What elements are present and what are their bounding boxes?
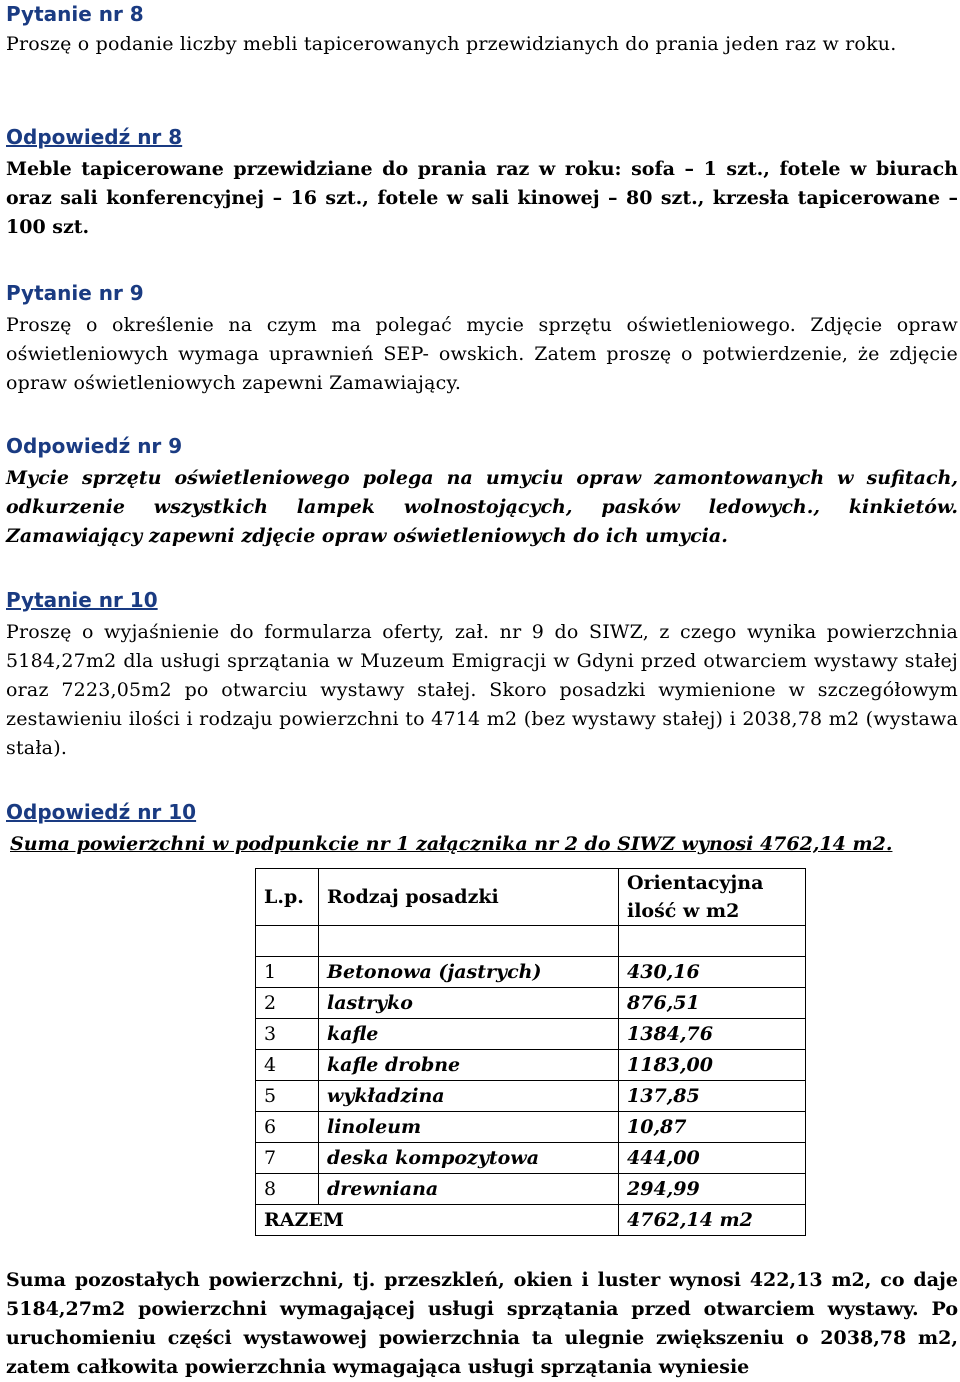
row-qty: 1384,76 (619, 1019, 806, 1050)
table-row (256, 1050, 806, 1081)
table-header-row (256, 869, 806, 926)
row-lp: 5 (256, 1081, 319, 1112)
row-type: deska kompozytowa (319, 1143, 619, 1174)
header-type: Rodzaj posadzki (319, 869, 619, 926)
row-qty: 10,87 (619, 1112, 806, 1143)
row-qty: 294,99 (619, 1174, 806, 1205)
total-value: 4762,14 m2 (619, 1205, 806, 1236)
row-lp: 3 (256, 1019, 319, 1050)
answer-10-footer-text: Suma pozostałych powierzchni, tj. przeszkleń, okien i luster wynosi 422,13 m2, co daje 5184,27m2 powierzchni wymagającej usługi sprzątania przed otwarciem wystawy. Po uruchomieniu części wystawowej powierzchnia ta ulegnie zwiększeniu o 2038,78 m2, zatem całkowita powierzchnia wymagająca usługi sprzątania wyniesie (6, 1269, 958, 1378)
table-row (256, 1081, 806, 1112)
answer-8-text: Meble tapicerowane przewidziane do prania raz w roku: sofa – 1 szt., fotele w biurach oraz sali konferencyjnej – 16 szt., fotele w sali kinowej – 80 szt., krzesła tapicerowane – 100 szt. (6, 158, 958, 238)
answer-10-heading (6, 798, 958, 826)
total-label: RAZEM (256, 1205, 619, 1236)
row-lp: 4 (256, 1050, 319, 1081)
header-lp: L.p. (256, 869, 319, 926)
row-qty: 137,85 (619, 1081, 806, 1112)
row-qty: 1183,00 (619, 1050, 806, 1081)
question-8-text: Proszę o podanie liczby mebli tapicerowanych przewidzianych do prania jeden raz w roku. (6, 33, 897, 55)
header-qty: Orientacyjna ilość w m2 (619, 869, 806, 926)
table-row (256, 1112, 806, 1143)
row-type: kafle (319, 1019, 619, 1050)
row-lp: 7 (256, 1143, 319, 1174)
row-type: linoleum (319, 1112, 619, 1143)
row-type: lastryko (319, 988, 619, 1019)
question-10-text: Proszę o wyjaśnienie do formularza oferty, zał. nr 9 do SIWZ, z czego wynika powierzchnia 5184,27m2 dla usługi sprzątania w Muzeum Emigracji w Gdyni przed otwarciem wystawy stałej oraz 7223,05m2 po otwarciu wystawy stałej. Skoro posadzki wymienione w szczegółowym zestawieniu ilości i rodzaju powierzchni to 4714 m2 (bez wystawy stałej) i 2038,78 m2 (wystawa stała). (6, 621, 958, 759)
table-spacer-row (256, 926, 806, 957)
row-type: Betonowa (jastrych) (319, 957, 619, 988)
row-qty: 876,51 (619, 988, 806, 1019)
question-9-heading: Pytanie nr 9 (6, 281, 144, 305)
table-row (256, 988, 806, 1019)
row-type: drewniana (319, 1174, 619, 1205)
answer-10-summary: Suma powierzchni w podpunkcie nr 1 załącznika nr 2 do SIWZ wynosi 4762,14 m2. (10, 833, 893, 855)
floor-types-table (255, 868, 806, 1236)
row-lp: 1 (256, 957, 319, 988)
question-10-heading (6, 586, 958, 614)
row-lp: 8 (256, 1174, 319, 1205)
table-row (256, 1174, 806, 1205)
table-total-row (256, 1205, 806, 1236)
question-8-heading: Pytanie nr 8 (6, 2, 144, 26)
question-10-heading-text: Pytanie nr 10 (6, 588, 158, 612)
row-lp: 6 (256, 1112, 319, 1143)
row-type: kafle drobne (319, 1050, 619, 1081)
row-lp: 2 (256, 988, 319, 1019)
answer-8-heading-text: Odpowiedź nr 8 (6, 125, 183, 149)
table-row (256, 957, 806, 988)
row-type: wykładzina (319, 1081, 619, 1112)
table-row (256, 1019, 806, 1050)
answer-9-text: Mycie sprzętu oświetleniowego polega na umyciu opraw zamontowanych w sufitach, odkurzenie wszystkich lampek wolnostojących, pasków ledowych., kinkietów. Zamawiający zapewni zdjęcie opraw oświetleniowych do ich umycia. (6, 467, 958, 547)
answer-8-heading (6, 123, 958, 151)
row-qty: 444,00 (619, 1143, 806, 1174)
question-9-text: Proszę o określenie na czym ma polegać mycie sprzętu oświetleniowego. Zdjęcie opraw oświetleniowych wymaga uprawnień SEP- owskich. Zatem proszę o potwierdzenie, że zdjęcie opraw oświetleniowych zapewni Zamawiający. (6, 314, 958, 394)
answer-10-heading-text: Odpowiedź nr 10 (6, 800, 197, 824)
table-row (256, 1143, 806, 1174)
row-qty: 430,16 (619, 957, 806, 988)
answer-9-heading: Odpowiedź nr 9 (6, 434, 183, 458)
